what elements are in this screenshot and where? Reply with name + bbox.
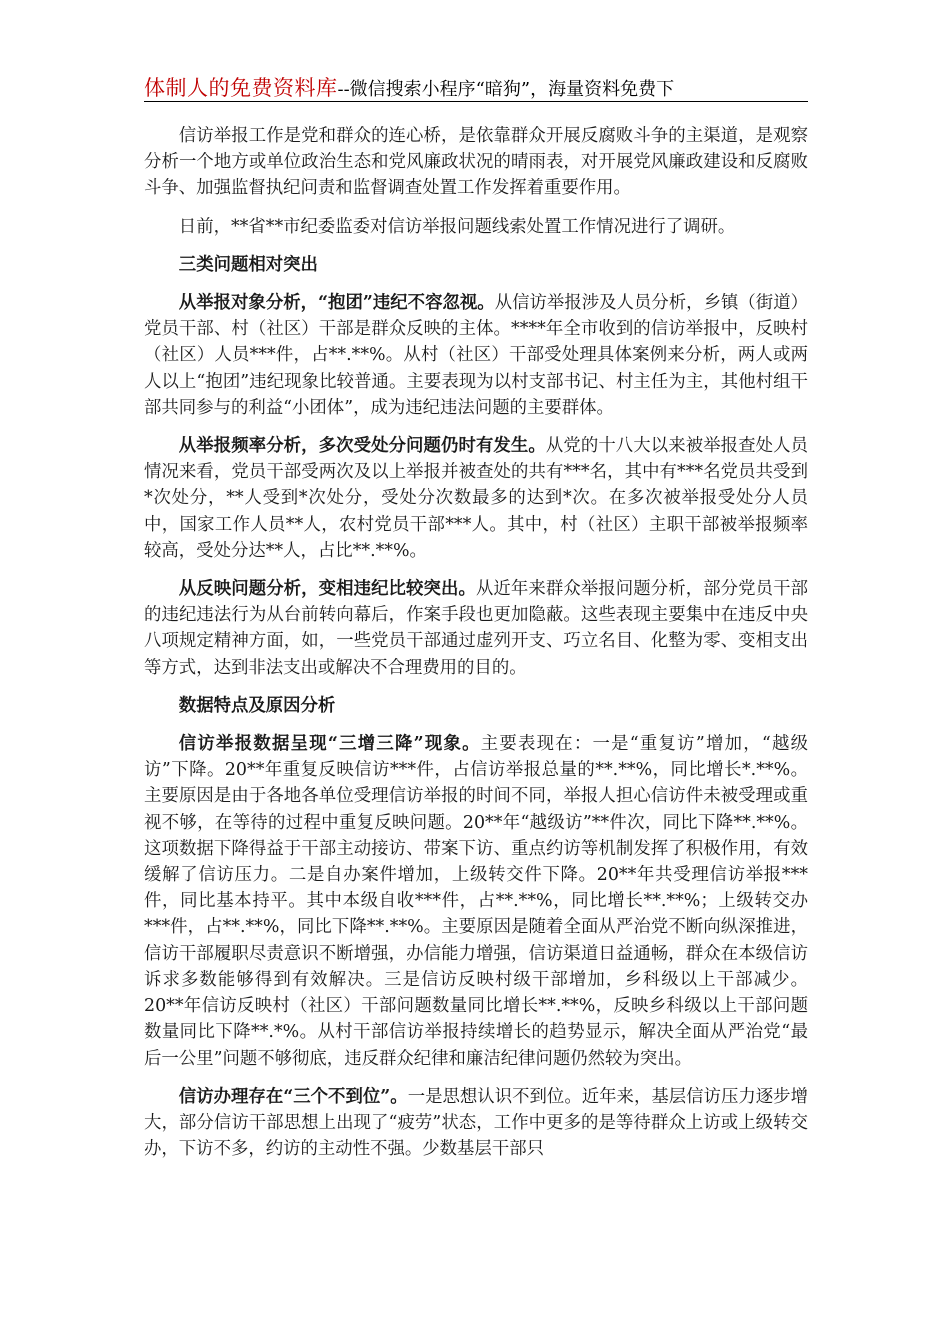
paragraph-lead: 从反映问题分析，变相违纪比较突出。 xyxy=(178,579,476,600)
section-heading-problems: 三类问题相对突出 xyxy=(178,254,318,275)
paragraph-lead: 从举报频率分析，多次受处分问题仍时有发生。 xyxy=(178,436,546,457)
paragraph-lead: 信访举报数据呈现“三增三降”现象。 xyxy=(178,734,481,755)
paragraph-text: 信访举报工作是党和群众的连心桥，是依靠群众开展反腐败斗争的主渠道，是观察分析一个地方或单位政治生态和党风廉政状况的晴雨表，对开展党风廉政建设和反腐败斗争、加强监督执纪问责和监督调查处置工作发挥着重要作用。 xyxy=(144,126,808,199)
header-divider xyxy=(144,101,808,102)
paragraph-reported-issues xyxy=(144,576,808,681)
paragraph-text: 日前，**省**市纪委监委对信访举报问题线索处置工作情况进行了调研。 xyxy=(178,216,736,237)
paragraph-three-up-three-down xyxy=(144,731,808,1072)
paragraph-text: 从近年来群众举报问题分析，部分党员干部的违纪违法行为从台前转向幕后，作案手段也更加隐蔽。这些表现主要集中在违反中央八项规定精神方面，如，一些党员干部通过虚列开支、巧立名目、化整为零、变相支出等方式，达到非法支出或解决不合理费用的目的。 xyxy=(144,579,808,678)
paragraph-intro xyxy=(144,123,808,202)
paragraph-lead: 信访办理存在“三个不到位”。 xyxy=(178,1086,408,1107)
paragraph-report-target xyxy=(144,290,808,421)
document-body xyxy=(144,123,808,1174)
header-slogan: --微信搜索小程序“暗狗”，海量资料免费下 xyxy=(337,79,675,100)
paragraph-research xyxy=(144,214,808,240)
page-header xyxy=(144,72,804,100)
paragraph-report-frequency xyxy=(144,433,808,564)
section-heading-data: 数据特点及原因分析 xyxy=(178,695,336,716)
header-brand: 体制人的免费资料库 xyxy=(144,76,338,100)
paragraph-three-not-in-place xyxy=(144,1084,808,1163)
paragraph-text: 从党的十八大以来被举报查处人员情况来看，党员干部受两次及以上举报并被查处的共有***名，其中有***名党员共受到*次处分，**人受到*次处分，受处分次数最多的达到*次。在多次被举报受处分人员中，国家工作人员**人，农村党员干部***人。其中，村（社区）主职干部被举报频率较高，受处分达**人，占比**.**%。 xyxy=(144,436,808,561)
paragraph-text: 一是思想认识不到位。近年来，基层信访压力逐步增大，部分信访干部思想上出现了“疲劳”状态，工作中更多的是等待群众上访或上级转交办，下访不多，约访的主动性不强。少数基层干部只 xyxy=(144,1086,808,1160)
paragraph-lead: 从举报对象分析，“抱团”违纪不容忽视。 xyxy=(178,293,495,314)
paragraph-text: 从信访举报涉及人员分析，乡镇（街道）党员干部、村（社区）干部是群众反映的主体。****年全市收到的信访举报中，反映村（社区）人员***件，占**.**%。从村（社区）干部受处理具体案例来分析，两人或两人以上“抱团”违纪现象比较普通。主要表现为以村支部书记、村主任为主，其他村组干部共同参与的利益“小团体”，成为违纪违法问题的主要群体。 xyxy=(144,293,808,418)
paragraph-text: 主要表现在：一是“重复访”增加，“越级访”下降。20**年重复反映信访***件，占信访举报总量的**.**%，同比增长*.**%。主要原因是由于各地各单位受理信访举报的时间不同，举报人担心信访件未被受理或重视不够，在等待的过程中重复反映问题。20**年“越级访”**件次，同比下降**.**%。这项数据下降得益于干部主动接访、带案下访、重点约访等机制发挥了积极作用，有效缓解了信访压力。二是自办案件增加，上级转交件下降。20**年共受理信访举报***件，同比基本持平。其中本级自收***件，占**.**%，同比增长**.**%；上级转交办***件，占**.**%，同比下降**.**%。主要原因是随着全面从严治党不断向纵深推进，信访干部履职尽责意识不断增强，办信能力增强，信访渠道日益通畅，群众在本级信访诉求多数能够得到有效解决。三是信访反映村级干部增加，乡科级以上干部减少。20**年信访反映村（社区）干部问题数量同比增长**.**%，反映乡科级以上干部问题数量同比下降**.*%。从村干部信访举报持续增长的趋势显示，解决全面从严治党“最后一公里”问题不够彻底，违反群众纪律和廉洁纪律问题仍然较为突出。 xyxy=(144,734,808,1069)
